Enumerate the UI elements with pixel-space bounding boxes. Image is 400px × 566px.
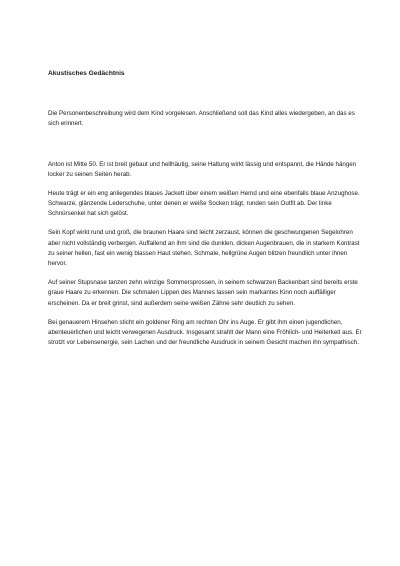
document-title: Akustisches Gedächtnis	[48, 70, 125, 77]
paragraph-head: Sein Kopf wirkt rund und groß, die braunen Haare sind leicht zerzaust, können die geschwungenen Segelohren aber nicht vollständig verbergen. Auffallend an ihm sind die dunklen, dicken Augenbrauen, die in starkem Kontrast zu seiner hellen, fast ein wenig blassen Haut stehen. Schmale, hellgrüne Augen blitzen freundlich unter ihnen hervor.	[48, 229, 360, 268]
intro-paragraph: Die Personenbeschreibung wird dem Kind vorgelesen. Anschließend soll das Kind alles wiedergeben, an das es sich erinnert.	[48, 110, 355, 128]
paragraph-clothing: Heute trägt er ein eng anliegendes blaues Jackett über einem weißen Hemd und eine ebenfalls blaue Anzughose. Schwarze, glänzende Lederschuhe, unter denen er weiße Socken trägt, runden sein Outfit ab. Der linke Schnürsenkel hat sich gelöst.	[48, 189, 360, 218]
document-content	[48, 69, 363, 357]
paragraph-face: Auf seiner Stupsnase tanzen zehn winzige Sommersprossen, in seinem schwarzen Backenbart sind bereits erste graue Haare zu erkennen. Die schmalen Lippen des Mannes lassen sein markantes Kinn noch auffälliger erscheinen. Da er breit grinst, sind außerdem seine weißen Zähne sehr deutlich zu sehen.	[48, 279, 358, 307]
paragraph-overall-impression: Bei genauerem Hinsehen sticht ein goldener Ring am rechten Ohr ins Auge. Er gibt ihm einen jugendlichen, abenteuerlichen und leicht verwegenen Ausdruck. Insgesamt strahlt der Mann eine Fröhlich- und Heiterkeit aus. Er strotzt vor Lebensenergie, sein Lachen und der freundliche Ausdruck in seinem Gesicht machen ihn sympathisch.	[48, 318, 362, 347]
description-text	[48, 160, 363, 349]
paragraph-appearance: Anton ist Mitte 50. Er ist breit gebaut und hellhäutig, seine Haltung wirkt lässig und entspannt, die Hände hängen locker zu seinen Seiten herab.	[48, 160, 357, 178]
